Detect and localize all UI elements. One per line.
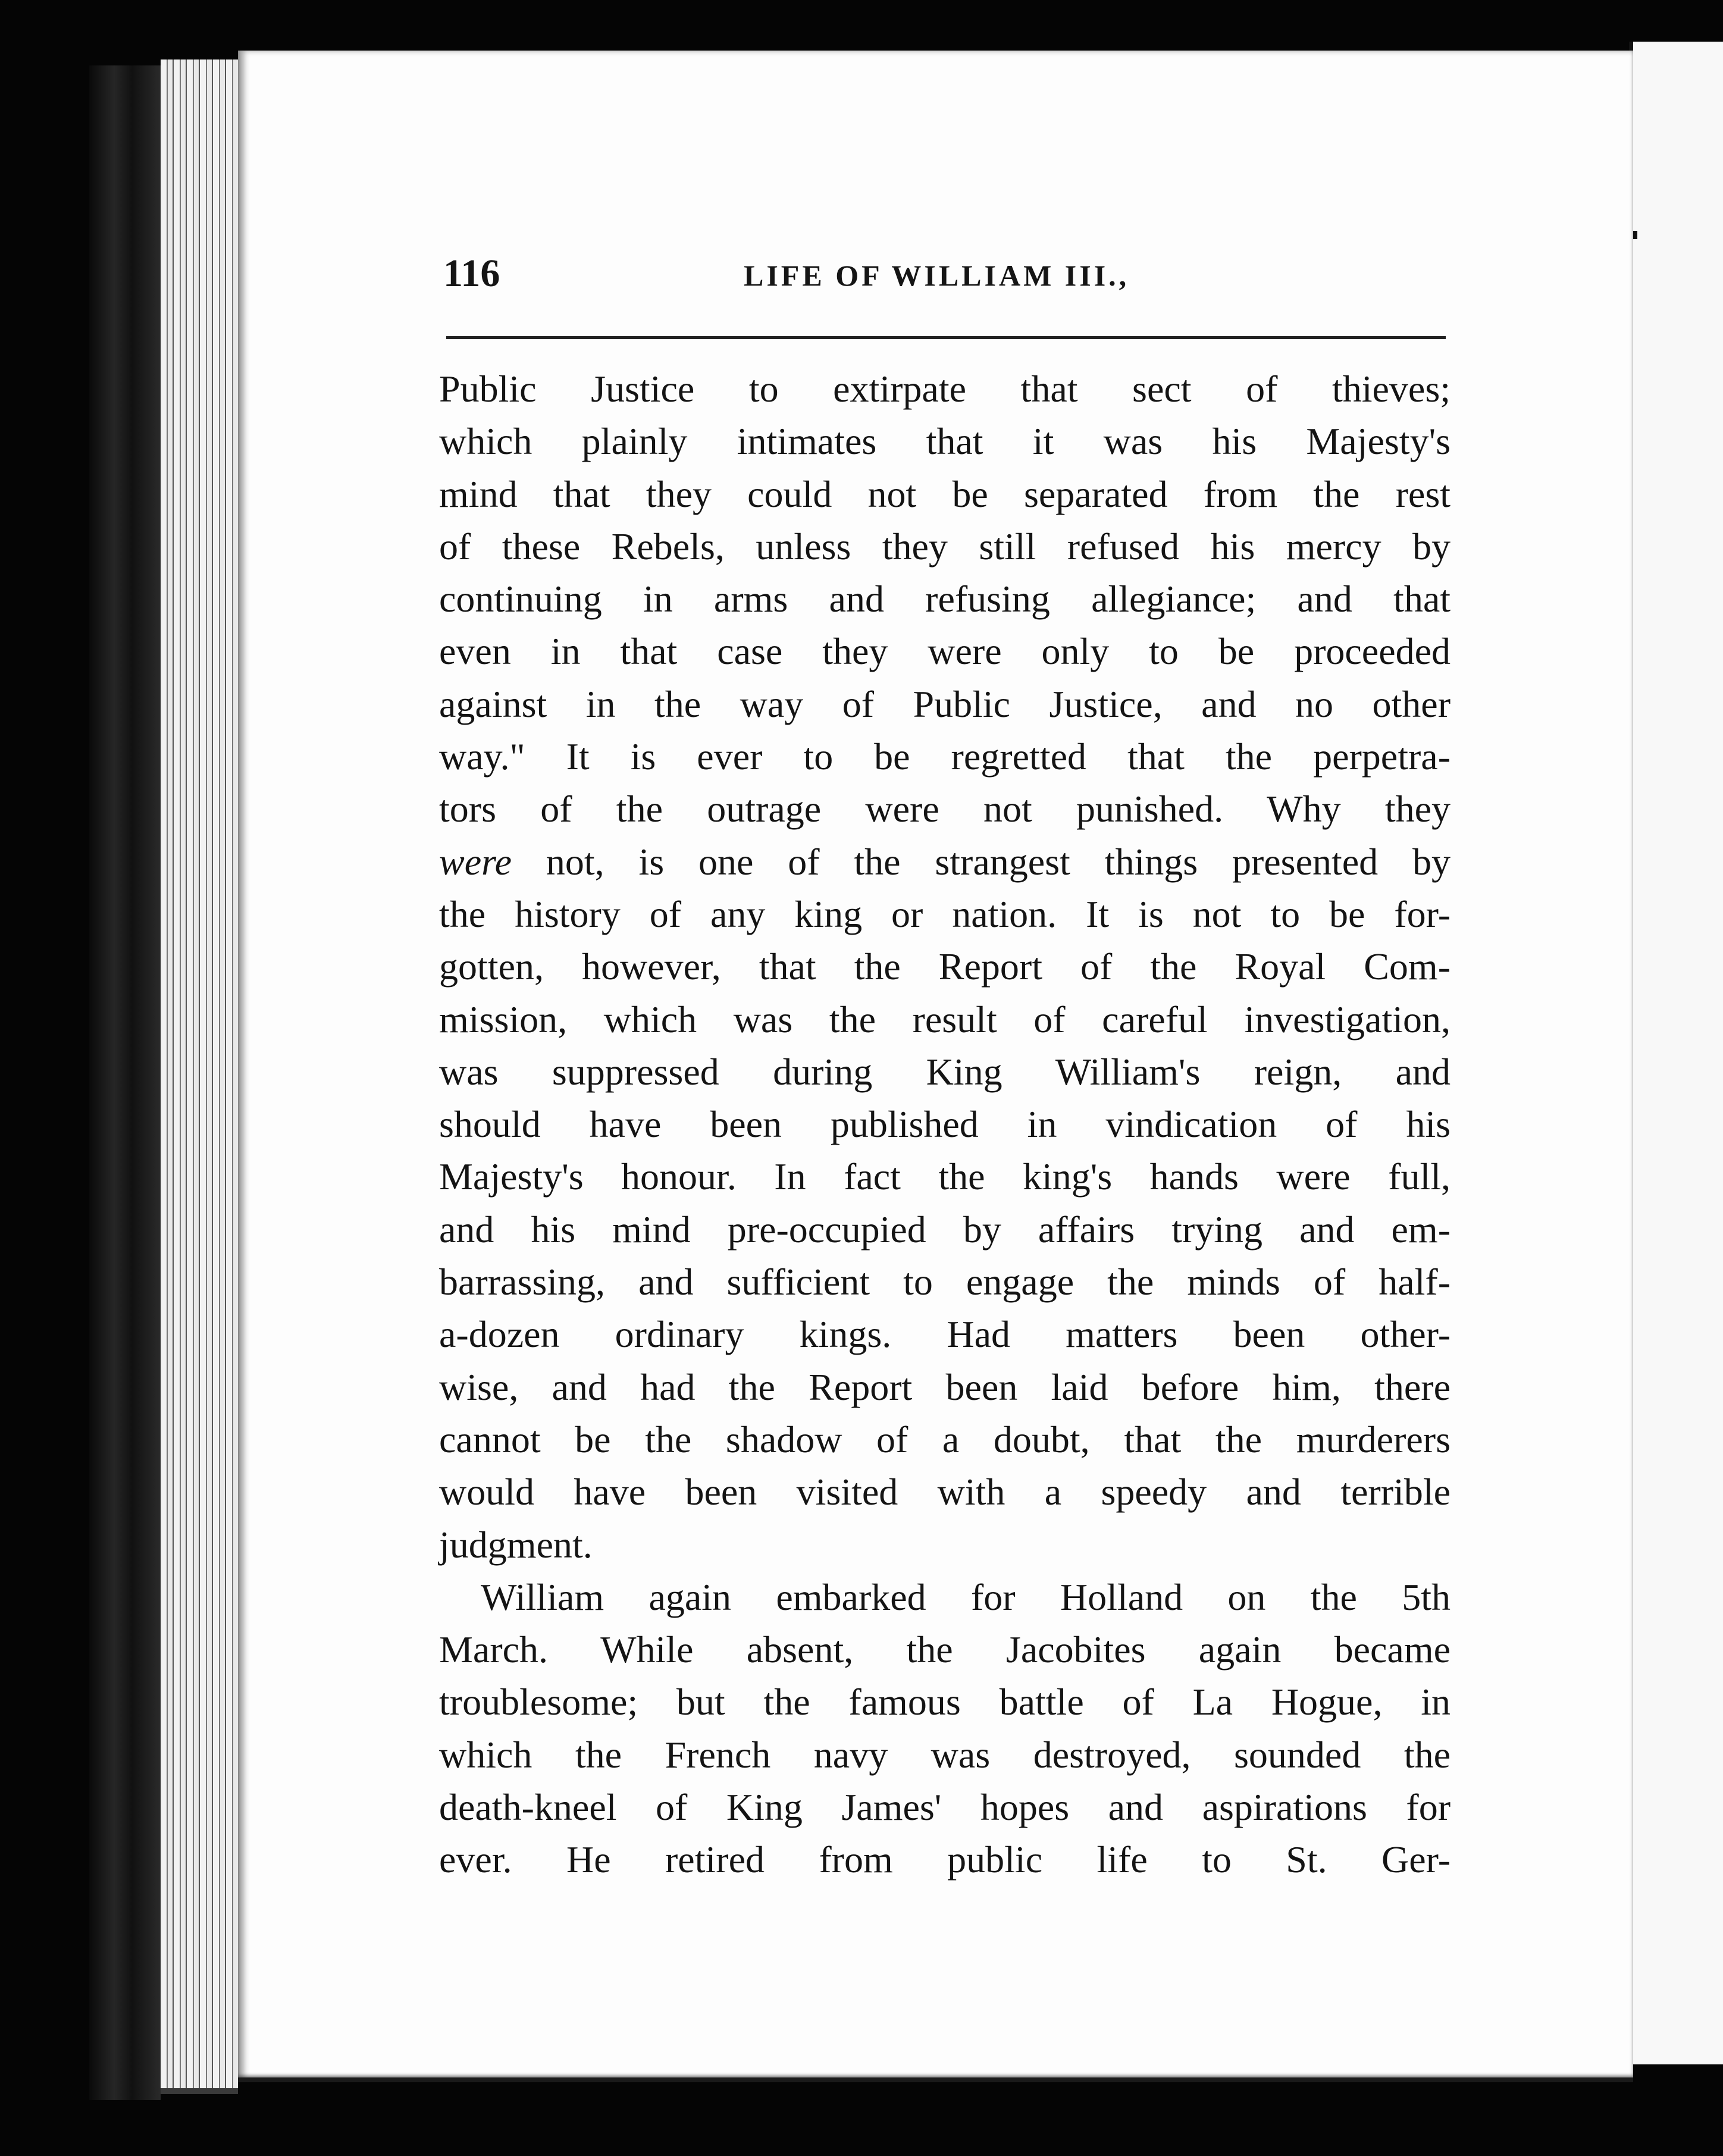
text-line: the history of any king or nation. It is not to be for- bbox=[439, 892, 1451, 935]
text-line: of these Rebels, unless they still refused his mercy by bbox=[439, 525, 1451, 568]
text-line: even in that case they were only to be proceeded bbox=[439, 630, 1451, 673]
italic-emphasis: were bbox=[439, 840, 512, 883]
text-line: William again embarked for Holland on the 5th bbox=[481, 1575, 1451, 1618]
text-line: cannot be the shadow of a doubt, that the murderers bbox=[439, 1418, 1451, 1461]
text-line: way." It is ever to be regretted that the perpetra- bbox=[439, 735, 1451, 778]
page-number: 116 bbox=[443, 252, 500, 295]
text-line: mind that they could not be separated from the rest bbox=[439, 472, 1451, 515]
text-line: Public Justice to extirpate that sect of thieves; bbox=[439, 368, 1451, 410]
facing-page-edge bbox=[1633, 42, 1723, 2064]
text-line: would have been visited with a speedy and terrible bbox=[439, 1471, 1451, 1513]
text-line: barrassing, and sufficient to engage the minds of half- bbox=[439, 1261, 1451, 1303]
text-line: should have been published in vindication of his bbox=[439, 1103, 1451, 1146]
text-line: March. While absent, the Jacobites again became bbox=[439, 1628, 1451, 1671]
page-header bbox=[443, 253, 1449, 294]
paragraph-1 bbox=[439, 363, 1451, 1571]
text-line: Majesty's honour. In fact the king's hands were full, bbox=[439, 1155, 1451, 1198]
text-line: wise, and had the Report been laid before him, there bbox=[439, 1365, 1451, 1408]
text-line: against in the way of Public Justice, and no other bbox=[439, 682, 1451, 725]
page-bottom-shadow bbox=[238, 2077, 1633, 2082]
header-rule bbox=[446, 336, 1446, 339]
text-line: tors of the outrage were not punished. Why they bbox=[439, 788, 1451, 831]
body-text bbox=[439, 363, 1451, 1887]
running-head: LIFE OF WILLIAM III., bbox=[744, 259, 1130, 292]
text-line: which plainly intimates that it was his Majesty's bbox=[439, 420, 1451, 463]
text-line: a-dozen ordinary kings. Had matters been other- bbox=[439, 1313, 1451, 1356]
paragraph-2 bbox=[439, 1571, 1451, 1887]
text-line: troublesome; but the famous battle of La Hogue, in bbox=[439, 1681, 1451, 1723]
text-line: ever. He retired from public life to St. Ger- bbox=[439, 1838, 1451, 1881]
text-line bbox=[439, 836, 1451, 888]
text-line: and his mind pre-occupied by affairs trying and em- bbox=[439, 1208, 1451, 1251]
book-spine-edge bbox=[89, 65, 161, 2100]
text-line: was suppressed during King William's reign, and bbox=[439, 1050, 1451, 1093]
text-line-rest: not, is one of the strangest things presented by bbox=[512, 840, 1451, 883]
text-line: death-kneel of King James' hopes and aspirations for bbox=[439, 1786, 1451, 1829]
text-line: judgment. bbox=[439, 1523, 593, 1566]
page-edges-stack bbox=[161, 59, 238, 2094]
text-line: mission, which was the result of careful investigation, bbox=[439, 998, 1451, 1041]
text-line: continuing in arms and refusing allegiance; and that bbox=[439, 578, 1451, 621]
text-line: gotten, however, that the Report of the Royal Com- bbox=[439, 945, 1451, 988]
text-line: which the French navy was destroyed, sounded the bbox=[439, 1733, 1451, 1776]
